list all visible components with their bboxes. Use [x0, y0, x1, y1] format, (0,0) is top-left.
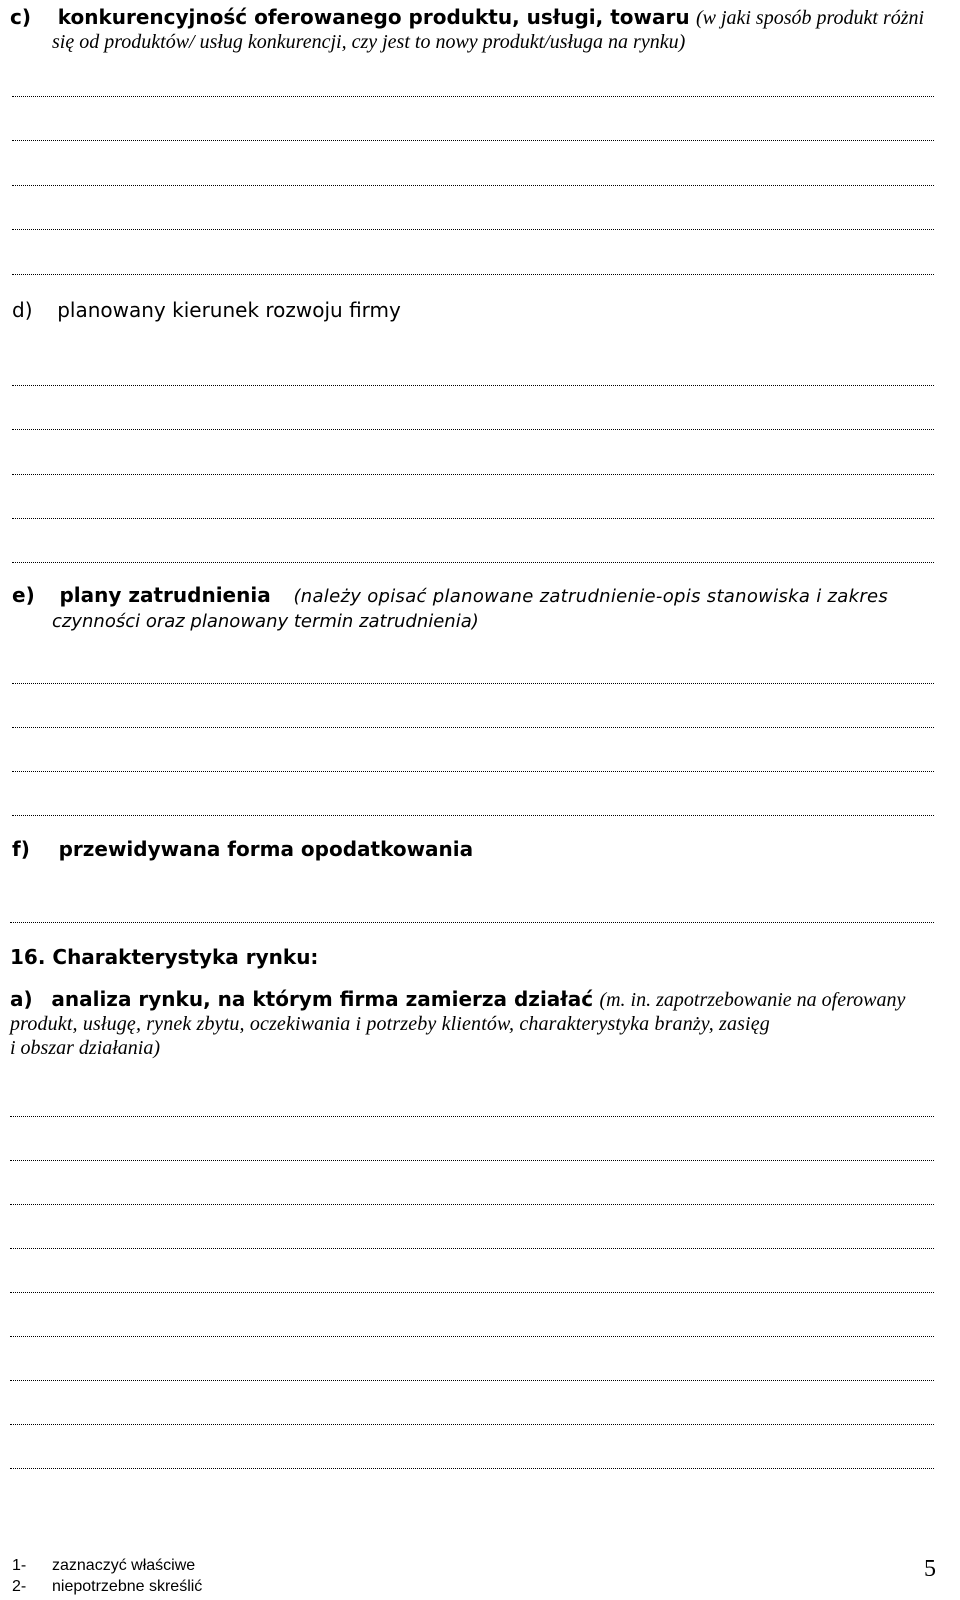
- answer-line[interactable]: [10, 1468, 934, 1469]
- section-16a-note-2: produkt, usługę, rynek zbytu, oczekiwania i potrzeby klientów, charakterystyka branży, zasięg: [10, 1013, 770, 1035]
- answer-line[interactable]: [10, 1292, 934, 1293]
- section-d-marker: d): [12, 298, 33, 322]
- answer-line[interactable]: [12, 562, 934, 563]
- section-16-heading: 16. Charakterystyka rynku:: [10, 945, 319, 969]
- answer-line[interactable]: [12, 727, 934, 728]
- section-e-heading: [12, 582, 888, 610]
- footnote-1-number: 1-: [12, 1557, 27, 1574]
- answer-line[interactable]: [12, 185, 934, 186]
- section-16a-marker: a): [10, 987, 33, 1011]
- answer-line[interactable]: [12, 385, 934, 386]
- answer-line[interactable]: [10, 922, 934, 923]
- answer-line[interactable]: [10, 1336, 934, 1337]
- section-16a-title: analiza rynku, na którym firma zamierza działać: [51, 987, 594, 1011]
- answer-line[interactable]: [12, 96, 934, 97]
- section-c-note-2: się od produktów/ usług konkurencji, czy jest to nowy produkt/usługa na rynku): [52, 31, 686, 53]
- section-c-title: konkurencyjność oferowanego produktu, usługi, towaru: [57, 5, 690, 29]
- answer-line[interactable]: [12, 683, 934, 684]
- answer-line[interactable]: [12, 274, 934, 275]
- section-f-heading: [12, 836, 473, 862]
- answer-line[interactable]: [10, 1424, 934, 1425]
- section-f-title: przewidywana forma opodatkowania: [58, 837, 474, 861]
- section-d-heading: [12, 297, 401, 323]
- footnote-2-number: 2-: [12, 1578, 27, 1595]
- section-16a-note-1: (m. in. zapotrzebowanie na oferowany: [599, 989, 906, 1011]
- answer-line[interactable]: [12, 518, 934, 519]
- section-e-note-2: czynności oraz planowany termin zatrudnienia): [52, 611, 479, 632]
- section-16a-heading: [10, 986, 905, 1013]
- answer-line[interactable]: [10, 1380, 934, 1381]
- page-number: 5: [924, 1556, 936, 1582]
- answer-line[interactable]: [12, 474, 934, 475]
- section-c-note-1: (w jaki sposób produkt różni: [695, 7, 925, 29]
- answer-line[interactable]: [12, 815, 934, 816]
- section-e-note-1: (należy opisać planowane zatrudnienie-opis stanowiska i zakres: [293, 586, 889, 607]
- footnote-1-text: zaznaczyć właściwe: [52, 1557, 196, 1574]
- section-d-title: planowany kierunek rozwoju firmy: [57, 298, 401, 322]
- section-e-marker: e): [12, 583, 35, 607]
- section-e-title: plany zatrudnienia: [59, 583, 271, 607]
- section-c-marker: c): [10, 5, 31, 29]
- answer-line[interactable]: [10, 1116, 934, 1117]
- answer-line[interactable]: [10, 1248, 934, 1249]
- section-c-heading: [10, 4, 924, 31]
- answer-line[interactable]: [12, 771, 934, 772]
- answer-line[interactable]: [12, 229, 934, 230]
- section-f-marker: f): [12, 837, 30, 861]
- answer-line[interactable]: [10, 1160, 934, 1161]
- footnote-2-text: niepotrzebne skreślić: [52, 1578, 203, 1595]
- answer-line[interactable]: [12, 140, 934, 141]
- answer-line[interactable]: [12, 429, 934, 430]
- section-16a-note-3: i obszar działania): [10, 1037, 161, 1059]
- answer-line[interactable]: [10, 1204, 934, 1205]
